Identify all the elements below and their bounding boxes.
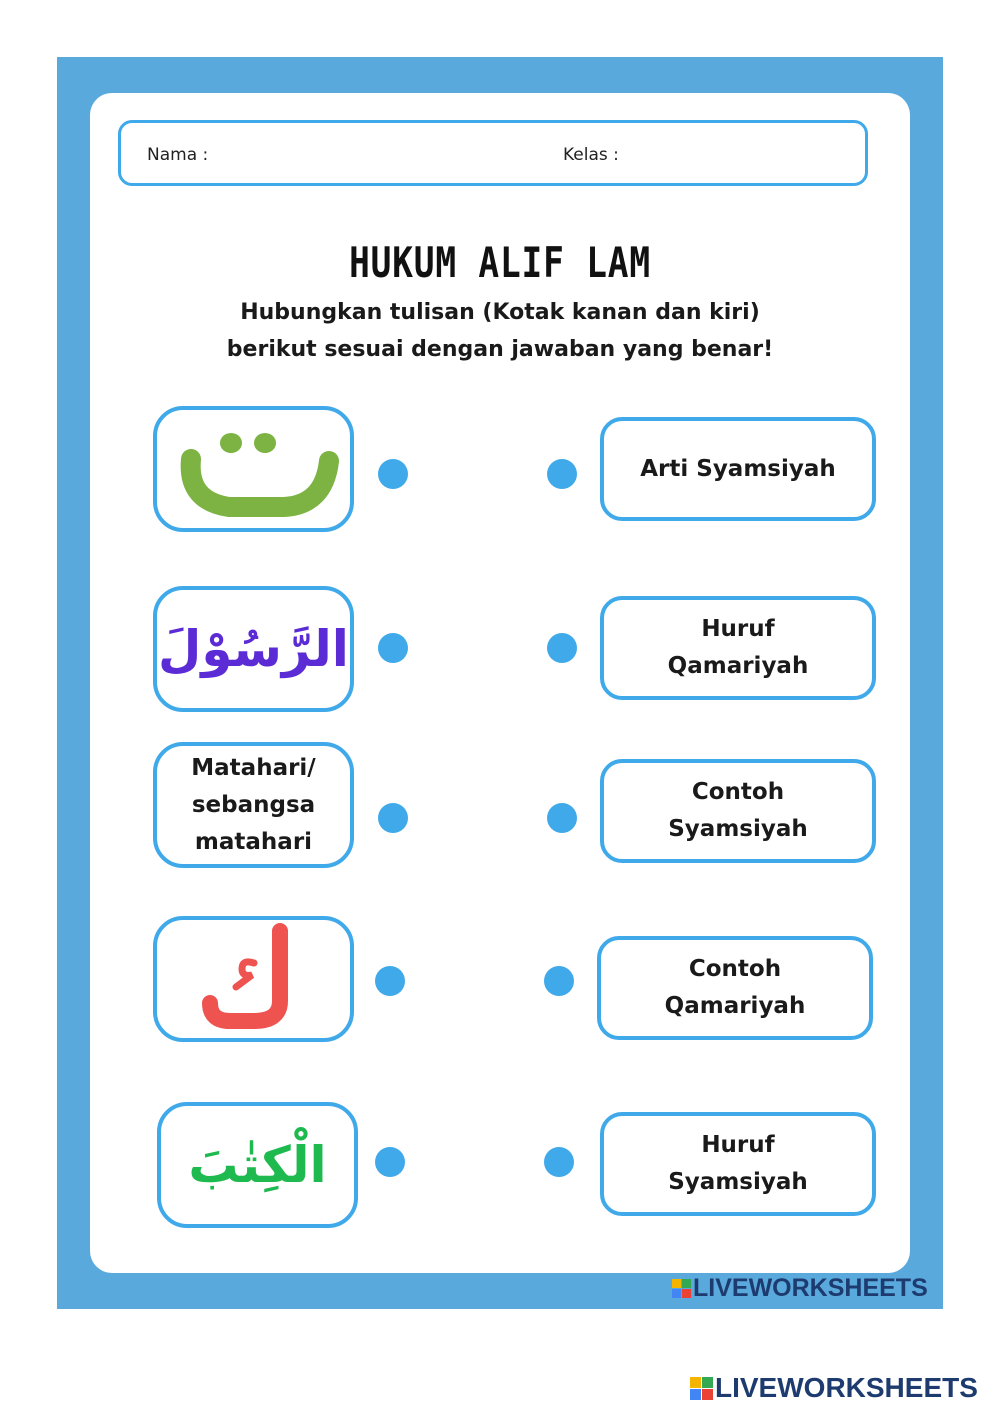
left-dot-2[interactable]	[378, 633, 408, 663]
arabic-word-arrasul: الرَّسُوْلَ	[158, 620, 349, 678]
instruction-line-2: berikut sesuai dengan jawaban yang benar!	[226, 337, 774, 362]
left-dot-1[interactable]	[378, 459, 408, 489]
student-info-box	[118, 120, 868, 186]
arabic-letter-tsa-icon	[169, 419, 339, 519]
nama-field[interactable]: Nama :	[147, 145, 209, 165]
right-box-5-line-2: Syamsiyah	[668, 1169, 808, 1195]
liveworksheets-logo-icon	[690, 1377, 713, 1400]
right-dot-3[interactable]	[547, 803, 577, 833]
arabic-letter-kaf-icon	[194, 923, 314, 1035]
right-dot-4[interactable]	[544, 966, 574, 996]
right-box-4[interactable]	[597, 936, 873, 1040]
right-box-5[interactable]	[600, 1112, 876, 1216]
left-dot-4[interactable]	[375, 966, 405, 996]
left-box-4[interactable]	[153, 916, 354, 1042]
left-dot-3[interactable]	[378, 803, 408, 833]
liveworksheets-brand-small: LIVEWORKSHEETS	[693, 1274, 928, 1302]
right-box-2-line-1: Huruf	[701, 616, 775, 642]
right-box-3-line-2: Syamsiyah	[668, 816, 808, 842]
right-box-4-line-1: Contoh	[688, 956, 782, 982]
left-box-3-line-1: Matahari/	[191, 754, 316, 781]
left-box-5[interactable]	[157, 1102, 358, 1228]
left-dot-5[interactable]	[375, 1147, 405, 1177]
liveworksheets-logo-large	[690, 1372, 978, 1404]
arabic-word-alkitab: الْكِتٰبَ	[188, 1136, 327, 1194]
right-box-3-line-1: Contoh	[691, 779, 785, 805]
left-box-3-line-3: matahari	[194, 828, 313, 855]
kelas-field[interactable]: Kelas :	[563, 145, 619, 165]
left-box-3-line-2: sebangsa	[191, 791, 316, 818]
right-box-5-line-1: Huruf	[701, 1132, 775, 1158]
right-dot-2[interactable]	[547, 633, 577, 663]
right-dot-1[interactable]	[547, 459, 577, 489]
left-box-2[interactable]	[153, 586, 354, 712]
liveworksheets-logo-icon	[672, 1279, 691, 1298]
instruction-line-1: Hubungkan tulisan (Kotak kanan dan kiri)	[240, 300, 760, 325]
liveworksheets-brand-large: LIVEWORKSHEETS	[715, 1372, 978, 1403]
right-box-1-line-1: Arti Syamsiyah	[640, 455, 836, 482]
left-box-1[interactable]	[153, 406, 354, 532]
left-box-3[interactable]	[153, 742, 354, 868]
worksheet-title: HUKUM ALIF LAM	[349, 238, 651, 287]
right-box-2-line-2: Qamariyah	[667, 653, 809, 679]
right-box-3[interactable]	[600, 759, 876, 863]
right-box-1[interactable]	[600, 417, 876, 521]
right-box-4-line-2: Qamariyah	[664, 993, 806, 1019]
right-dot-5[interactable]	[544, 1147, 574, 1177]
right-box-2[interactable]	[600, 596, 876, 700]
liveworksheets-logo-small	[672, 1274, 928, 1303]
